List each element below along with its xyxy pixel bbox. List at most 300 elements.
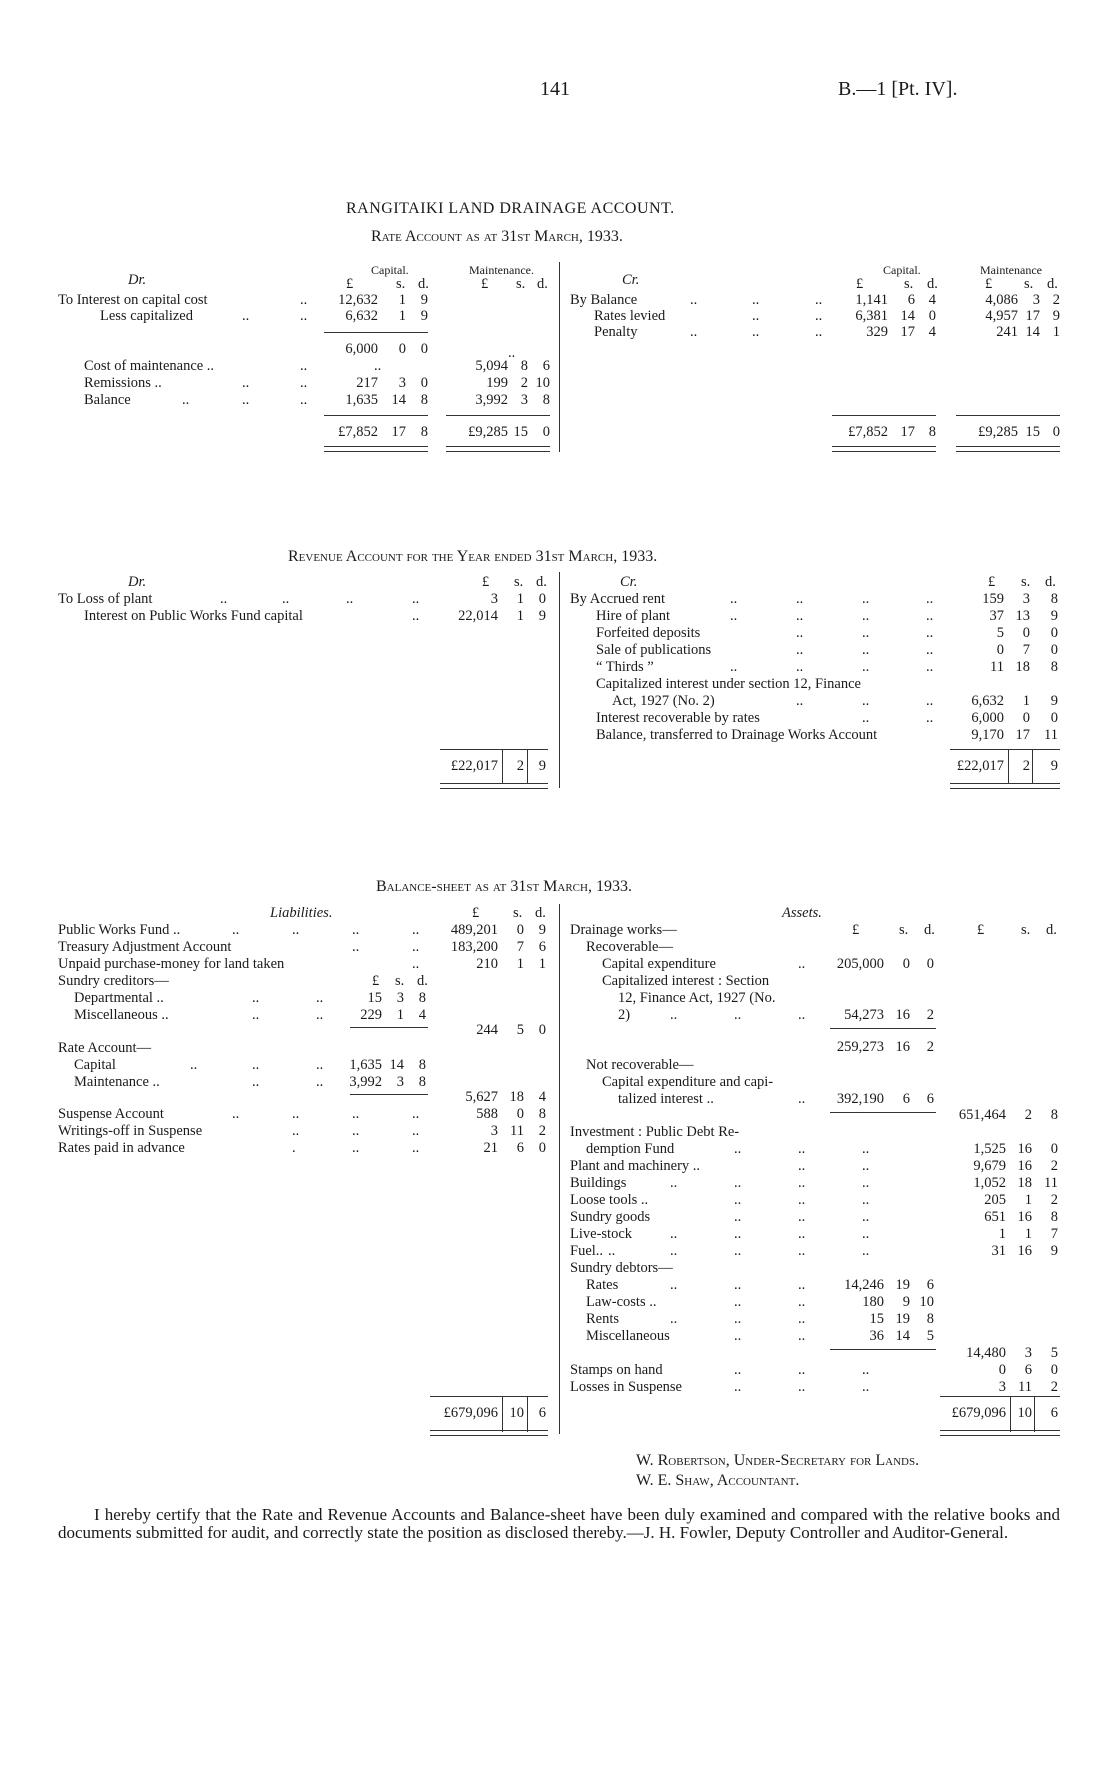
amount-shillings: 1: [516, 608, 524, 624]
leader-dots: ..: [282, 591, 290, 607]
amount-shillings: 2: [1024, 1107, 1032, 1123]
double-rule: [832, 446, 936, 452]
leader-dots: ..: [798, 956, 806, 972]
rates-paid-in-advance: Rates paid in advance: [58, 1140, 185, 1156]
leader-dots: ..: [926, 591, 934, 607]
leader-dots: ..: [412, 939, 420, 955]
amount-pence: 9: [538, 608, 546, 624]
amount-shillings: 16: [1017, 1158, 1032, 1174]
amount-pounds: 159: [982, 591, 1004, 607]
amount-pence: 9: [1050, 1243, 1058, 1259]
leader-dots: ..: [798, 1277, 806, 1293]
leader-dots: ..: [292, 1123, 300, 1139]
leader-dots: ..: [352, 922, 360, 938]
amount-pence: 0: [538, 1140, 546, 1156]
amount-shillings: 6: [902, 1091, 910, 1107]
leader-dots: ..: [730, 591, 738, 607]
amount-pence: 9: [1050, 693, 1058, 709]
column-divider: [559, 262, 560, 452]
leader-dots: ..: [734, 1362, 742, 1378]
lsd-pence: d.: [1047, 276, 1058, 292]
amount-shillings: 3: [1022, 591, 1030, 607]
amount-pence: 0: [1050, 1141, 1058, 1157]
total-pence: 9: [538, 758, 546, 774]
amount-shillings: 0: [902, 956, 910, 972]
amount-shillings: 7: [1022, 642, 1030, 658]
amount-pence: 0: [1050, 710, 1058, 726]
amount-pounds: 244: [476, 1022, 498, 1038]
leader-dots: ..: [182, 392, 190, 408]
amount-shillings: 16: [1017, 1243, 1032, 1259]
leader-dots: ..: [796, 591, 804, 607]
leader-dots: ..: [862, 710, 870, 726]
leader-dots: ..: [734, 1192, 742, 1208]
amount-pounds: 6,000: [971, 710, 1004, 726]
leader-dots: ..: [734, 1379, 742, 1395]
lsd-shilling: s.: [516, 276, 526, 292]
lsd-shilling: s.: [899, 922, 909, 938]
fuel: Fuel..: [570, 1243, 604, 1259]
revenue-cr-row-label: Forfeited deposits: [596, 625, 701, 641]
amount-shillings: 16: [1017, 1141, 1032, 1157]
rule: [832, 415, 936, 416]
rule: [440, 749, 548, 750]
amount-pence: 2: [1050, 1379, 1058, 1395]
double-rule: [950, 783, 1060, 789]
leader-dots: ..: [670, 1311, 678, 1327]
leader-dots: ..: [796, 625, 804, 641]
leader-dots: ..: [862, 1362, 870, 1378]
lsd-shilling: s.: [514, 574, 524, 590]
amount-pounds: 9,170: [971, 727, 1004, 743]
amount-shillings: 17: [900, 324, 915, 340]
amount-pounds: 37: [989, 608, 1004, 624]
leader-dots: ..: [242, 392, 250, 408]
amount-pounds: 6,000: [345, 341, 378, 357]
amount-pounds: 180: [862, 1294, 884, 1310]
amount-pence: 9: [1050, 608, 1058, 624]
leader-dots: ..: [300, 308, 308, 324]
amount-pence: 10: [535, 375, 550, 391]
total-pence: 9: [1050, 758, 1058, 774]
amount-pounds: 4,086: [985, 292, 1018, 308]
rate-cr-row-label: By Balance: [570, 292, 638, 308]
amount-pounds: 1,525: [973, 1141, 1006, 1157]
rule: [940, 1396, 1060, 1397]
lsd-shilling: s.: [1021, 574, 1031, 590]
leader-dots: ..: [815, 308, 823, 324]
amount-pounds: 3: [490, 591, 498, 607]
debtor-law-costs: Law-costs ..: [586, 1294, 657, 1310]
leader-dots: ..: [926, 608, 934, 624]
amount-shillings: 1: [1022, 693, 1030, 709]
leader-dots: ..: [862, 642, 870, 658]
rate-cr-row-label: Rates levied: [594, 308, 666, 324]
rate-capital: Capital: [74, 1057, 116, 1073]
column-divider: [1034, 1396, 1035, 1432]
amount-pounds: 36: [869, 1328, 884, 1344]
lsd-pound: £: [977, 922, 985, 938]
amount-pounds: 229: [360, 1007, 382, 1023]
amount-shillings: 18: [509, 1089, 524, 1105]
amount-pounds: 15: [367, 990, 382, 1006]
lsd-pound: £: [856, 276, 864, 292]
amount-shillings: 17: [1025, 308, 1040, 324]
amount-pence: 11: [1044, 1175, 1058, 1191]
debtor-rents: Rents: [586, 1311, 620, 1327]
amount-pounds: 3,992: [349, 1074, 382, 1090]
leader-dots: ..: [796, 693, 804, 709]
lsd-pound: £: [482, 574, 490, 590]
amount-shillings: 18: [1015, 659, 1030, 675]
amount-pence: 6: [538, 939, 546, 955]
recoverable-heading: Recoverable—: [586, 939, 673, 955]
amount-pounds: 588: [476, 1106, 498, 1122]
leader-dots: ..: [734, 1311, 742, 1327]
rate-cr-maintenance-heading: Maintenance: [980, 263, 1042, 277]
buildings: Buildings: [570, 1175, 627, 1191]
double-rule: [956, 446, 1060, 452]
amount-pounds: 205,000: [836, 956, 884, 972]
amount-pounds: 0: [998, 1362, 1006, 1378]
leader-dots: ..: [670, 1226, 678, 1242]
drainage-works-heading: Drainage works—: [570, 922, 677, 938]
leader-dots: ..: [412, 956, 420, 972]
sundry-creditors-heading: Sundry creditors—: [58, 973, 169, 989]
amount-pence: 8: [1050, 591, 1058, 607]
amount-pounds: 392,190: [836, 1091, 884, 1107]
leader-dots: ..: [734, 1226, 742, 1242]
stamps-on-hand: Stamps on hand: [570, 1362, 663, 1378]
total-pence: 6: [1050, 1405, 1058, 1421]
amount-pounds: 183,200: [450, 939, 498, 955]
total-pounds: £679,096: [951, 1405, 1006, 1421]
leader-dots: ..: [798, 1141, 806, 1157]
amount-pounds: 1,635: [349, 1057, 382, 1073]
revenue-cr-row-label: By Accrued rent: [570, 591, 666, 607]
leader-dots: ..: [690, 292, 698, 308]
signature-under-secretary: W. Robertson, Under-Secretary for Lands.: [636, 1452, 920, 1469]
amount-pounds: 1: [998, 1226, 1006, 1242]
not-recoverable-heading: Not recoverable—: [586, 1057, 694, 1073]
leader-dots: ..: [292, 922, 300, 938]
lsd-shilling: s.: [395, 973, 405, 989]
suspense-account: Suspense Account: [58, 1106, 164, 1122]
lsd-pence: d.: [537, 276, 548, 292]
leader-dots: ..: [412, 1123, 420, 1139]
leader-dots: ..: [798, 1158, 806, 1174]
amount-shillings: 0: [516, 922, 524, 938]
total-pence: 0: [1052, 424, 1060, 440]
amount-shillings: 14: [1025, 324, 1040, 340]
double-rule: [440, 783, 548, 789]
amount-shillings: 14: [389, 1057, 404, 1073]
amount-shillings: 16: [895, 1007, 910, 1023]
amount-pounds: 6,632: [345, 308, 378, 324]
lsd-pound: £: [988, 574, 996, 590]
total-pounds: £9,285: [978, 424, 1018, 440]
amount-pounds: 4,957: [985, 308, 1018, 324]
amount-shillings: 6: [1024, 1362, 1032, 1378]
rate-dr-row-label: To Interest on capital cost: [58, 292, 208, 308]
amount-pounds: 217: [356, 375, 378, 391]
leader-dots: ..: [796, 608, 804, 624]
investment-public-debt: demption Fund: [586, 1141, 675, 1157]
leader-dots: ..: [862, 1141, 870, 1157]
column-divider: [1008, 749, 1009, 784]
leader-dots: ..: [300, 292, 308, 308]
leader-dots: ..: [190, 1057, 198, 1073]
amount-pence: 8: [418, 1074, 426, 1090]
page-number: 141: [540, 78, 570, 100]
rate-account-heading: Rate Account—: [58, 1040, 152, 1056]
leader-dots: ..: [220, 591, 228, 607]
capital-expenditure-capitalized: Capital expenditure and capi-: [602, 1074, 774, 1090]
leader-dots: ..: [292, 1106, 300, 1122]
amount-shillings: 11: [1018, 1379, 1032, 1395]
liabilities-label: Liabilities.: [270, 905, 333, 921]
amount-shillings: 14: [900, 308, 915, 324]
amount-pence: 0: [926, 956, 934, 972]
leader-dots: ..: [752, 308, 760, 324]
leader-dots: ..: [862, 1226, 870, 1242]
revenue-dr-label: Dr.: [128, 574, 147, 590]
amount-pounds: 31: [991, 1243, 1006, 1259]
amount-shillings: 16: [1017, 1209, 1032, 1225]
amount-shillings: 1: [1024, 1192, 1032, 1208]
amount-shillings: 6: [907, 292, 915, 308]
leader-dots: ..: [798, 1294, 806, 1310]
total-shillings: 17: [391, 424, 406, 440]
amount-pence: 2: [1052, 292, 1060, 308]
amount-shillings: 3: [520, 392, 528, 408]
unpaid-purchase-money: Unpaid purchase-money for land taken: [58, 956, 285, 972]
total-shillings: 2: [1022, 758, 1030, 774]
revenue-dr-row-label: Interest on Public Works Fund capital: [84, 608, 303, 624]
leader-dots: ..: [734, 1328, 742, 1344]
rule: [446, 415, 550, 416]
leader-dots: ..: [862, 608, 870, 624]
amount-pence: 0: [420, 341, 428, 357]
leader-dots: ..: [316, 1074, 324, 1090]
amount-shillings: 0: [1022, 625, 1030, 641]
amount-pence: 0: [1050, 1362, 1058, 1378]
leader-dots: ..: [252, 990, 260, 1006]
leader-dots: ..: [798, 1379, 806, 1395]
lsd-pence: d.: [535, 905, 546, 921]
leader-dots: ..: [316, 1007, 324, 1023]
miscellaneous-creditors: Miscellaneous ..: [74, 1007, 169, 1023]
amount-pence: 2: [538, 1123, 546, 1139]
amount-pence: 9: [420, 292, 428, 308]
amount-pounds: 3,992: [475, 392, 508, 408]
amount-shillings: 3: [396, 1074, 404, 1090]
leader-dots: ..: [734, 1294, 742, 1310]
leader-dots: ..: [926, 642, 934, 658]
lsd-pound: £: [985, 276, 993, 292]
leader-dots: ..: [508, 345, 516, 361]
leader-dots: ..: [734, 1007, 742, 1023]
amount-pence: 8: [420, 392, 428, 408]
lsd-shilling: s.: [396, 276, 406, 292]
sundry-goods: Sundry goods: [570, 1209, 651, 1225]
losses-in-suspense: Losses in Suspense: [570, 1379, 682, 1395]
live-stock: Live-stock: [570, 1226, 633, 1242]
lsd-shilling: s.: [1024, 276, 1034, 292]
amount-pence: 9: [420, 308, 428, 324]
amount-shillings: 19: [895, 1277, 910, 1293]
balance-sheet-heading: Balance-sheet as at 31st March, 1933.: [376, 878, 632, 895]
column-divider: [559, 572, 560, 788]
leader-dots: ..: [798, 1175, 806, 1191]
leader-dots: ..: [752, 292, 760, 308]
amount-pounds: 14,246: [844, 1277, 884, 1293]
rate-dr-label: Dr.: [128, 272, 147, 288]
rule: [324, 332, 428, 333]
amount-pence: 9: [538, 922, 546, 938]
leader-dots: ..: [352, 1106, 360, 1122]
amount-pence: 9: [1052, 308, 1060, 324]
revenue-cr-row-label: “ Thirds ”: [596, 659, 654, 675]
amount-shillings: 0: [516, 1106, 524, 1122]
lsd-pence: d.: [1045, 574, 1056, 590]
leader-dots: ..: [798, 1209, 806, 1225]
amount-pence: 8: [1050, 1209, 1058, 1225]
amount-shillings: 2: [520, 375, 528, 391]
amount-shillings: 9: [902, 1294, 910, 1310]
amount-shillings: 16: [895, 1039, 910, 1055]
amount-pence: 5: [1050, 1345, 1058, 1361]
leader-dots: ..: [815, 324, 823, 340]
capital-expenditure-capitalized: talized interest ..: [618, 1091, 714, 1107]
amount-pence: 0: [1050, 625, 1058, 641]
amount-shillings: 17: [1015, 727, 1030, 743]
lsd-pence: d.: [536, 574, 547, 590]
debtor-rates: Rates: [586, 1277, 619, 1293]
lsd-pound: £: [372, 973, 380, 989]
revenue-account-heading: Revenue Account for the Year ended 31st March, 1933.: [288, 548, 658, 565]
amount-pounds: 5,094: [475, 358, 508, 374]
amount-pounds: 0: [996, 642, 1004, 658]
leader-dots: ..: [862, 1209, 870, 1225]
leader-dots: ..: [608, 1243, 616, 1259]
amount-pence: 4: [928, 292, 936, 308]
amount-shillings: 3: [1032, 292, 1040, 308]
departmental-creditors: Departmental ..: [74, 990, 164, 1006]
leader-dots: ..: [352, 939, 360, 955]
amount-pounds: 21: [483, 1140, 498, 1156]
amount-pence: 1: [538, 956, 546, 972]
capitalized-interest: 12, Finance Act, 1927 (No.: [618, 990, 776, 1006]
total-pounds: £7,852: [338, 424, 378, 440]
amount-pounds: 329: [866, 324, 888, 340]
leader-dots: ..: [252, 1057, 260, 1073]
amount-pounds: 489,201: [450, 922, 498, 938]
column-divider: [559, 904, 560, 1434]
leader-dots: ..: [670, 1277, 678, 1293]
lsd-shilling: s.: [1021, 922, 1031, 938]
amount-shillings: 1: [398, 308, 406, 324]
amount-pence: 8: [538, 1106, 546, 1122]
rule: [830, 1349, 936, 1350]
total-shillings: 15: [1025, 424, 1040, 440]
amount-pence: 6: [926, 1091, 934, 1107]
amount-shillings: 14: [895, 1328, 910, 1344]
amount-pounds: 651: [984, 1209, 1006, 1225]
amount-pence: 10: [919, 1294, 934, 1310]
total-pounds: £22,017: [450, 758, 498, 774]
lsd-pence: d.: [417, 973, 428, 989]
amount-pounds: 259,273: [836, 1039, 884, 1055]
amount-pence: 6: [926, 1277, 934, 1293]
leader-dots: ..: [346, 591, 354, 607]
lsd-pence: d.: [418, 276, 429, 292]
lsd-pence: d.: [927, 276, 938, 292]
total-shillings: 15: [513, 424, 528, 440]
amount-pence: 0: [538, 1022, 546, 1038]
leader-dots: ..: [798, 1192, 806, 1208]
amount-pence: 5: [926, 1328, 934, 1344]
amount-pounds: 199: [486, 375, 508, 391]
amount-shillings: 13: [1015, 608, 1030, 624]
leader-dots: ..: [352, 1123, 360, 1139]
amount-pounds: 11: [990, 659, 1004, 675]
rate-dr-row-label: Remissions ..: [84, 375, 162, 391]
amount-shillings: 6: [516, 1140, 524, 1156]
amount-pounds: 1,052: [973, 1175, 1006, 1191]
total-shillings: 10: [509, 1405, 524, 1421]
amount-pence: 1: [1052, 324, 1060, 340]
amount-pounds: 6,632: [971, 693, 1004, 709]
leader-dots: ..: [798, 1091, 806, 1107]
column-divider: [502, 749, 503, 784]
capital-expenditure: Capital expenditure: [602, 956, 716, 972]
leader-dots: ..: [862, 1379, 870, 1395]
auditor-certification: I hereby certify that the Rate and Revenue Accounts and Balance-sheet have been duly examined and compared with the relative books and documents submitted for audit, and correctly state the position as disclosed thereby.—J. H. Fowler, Deputy Controller and Auditor-General.: [58, 1505, 1060, 1542]
leader-dots: ..: [798, 1311, 806, 1327]
amount-pence: 8: [418, 990, 426, 1006]
amount-pounds: 1,141: [855, 292, 888, 308]
amount-shillings: 3: [398, 375, 406, 391]
amount-pence: 2: [926, 1007, 934, 1023]
column-divider: [1010, 1396, 1011, 1432]
lsd-pound: £: [472, 905, 480, 921]
amount-pounds: 22,014: [458, 608, 498, 624]
leader-dots: ..: [798, 1243, 806, 1259]
revenue-cr-row-label: Capitalized interest under section 12, Finance: [596, 676, 861, 692]
leader-dots: ..: [798, 1007, 806, 1023]
leader-dots: ..: [798, 1226, 806, 1242]
amount-pence: 8: [418, 1057, 426, 1073]
leader-dots: ..: [252, 1074, 260, 1090]
treasury-adjustment: Treasury Adjustment Account: [58, 939, 232, 955]
lsd-shilling: s.: [904, 276, 914, 292]
leader-dots: ..: [862, 659, 870, 675]
leader-dots: ..: [242, 375, 250, 391]
amount-pence: 8: [1050, 1107, 1058, 1123]
amount-pence: 2: [1050, 1192, 1058, 1208]
amount-shillings: 7: [516, 939, 524, 955]
leader-dots: ..: [232, 922, 240, 938]
leader-dots: ..: [734, 1175, 742, 1191]
rule: [430, 1396, 548, 1397]
total-pounds: £9,285: [468, 424, 508, 440]
public-works-fund: Public Works Fund ..: [58, 922, 181, 938]
amount-pence: 8: [542, 392, 550, 408]
leader-dots: ..: [412, 608, 420, 624]
leader-dots: ..: [412, 1140, 420, 1156]
revenue-cr-row-label: Hire of plant: [596, 608, 671, 624]
